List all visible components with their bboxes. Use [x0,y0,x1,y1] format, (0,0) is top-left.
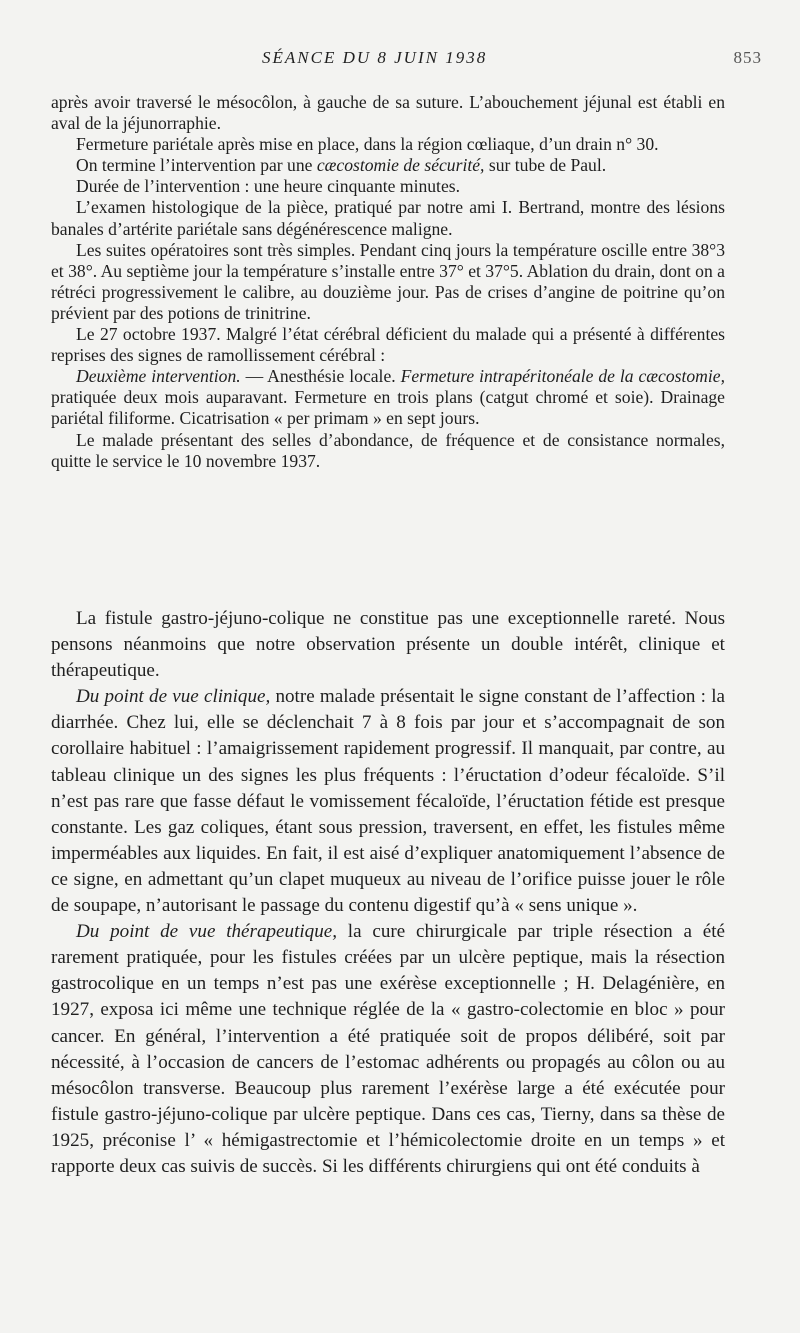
paragraph: Durée de l’intervention : une heure cinquante minutes. [76,176,460,197]
paragraph: L’examen histologique de la pièce, pratiqué par notre ami I. Bertrand, montre des lésions banales d’artérite pariétale sans dégénérescence maligne. [51,197,725,239]
header-title: SÉANCE DU 8 JUIN 1938 [262,48,488,67]
paragraph: La fistule gastro-jéjuno-colique ne constitue pas une exceptionnelle rareté. Nous pensons néanmoins que notre observation présente un double intérêt, clinique et thérapeutique. [51,608,725,682]
paragraph: Le malade présentant des selles d’abondance, de fréquence et de consistance normales, quitte le service le 10 novembre 1937. [51,429,725,471]
paragraph: Les suites opératoires sont très simples. Pendant cinq jours la température oscille entre 38°3 et 38°. Au septième jour la température s’installe entre 37° et 37°5. Ablation du drain, dont on a rétréci progressivement le calibre, au douzième jour. Pas de crises d’angine de poitrine qu’on prévient par des potions de trinitrine. [51,239,725,323]
running-header [0,48,800,72]
paragraph: Du point de vue clinique, notre malade présentait le signe constant de l’affection : la diarrhée. Chez lui, elle se déclenchait 7 à 8 fois par jour et s’accompagnait de son corollaire habituel : l’amaigrissement rapidement progressif. Il manquait, par contre, au tableau clinique un des signes les plus fréquents : l’éructation d’odeur fécaloïde. S’il n’est pas rare que fasse défaut le vomissement fécaloïde, l’éructation fétide est presque constante. Les gaz coliques, étant sous pression, traversent, en effet, les fistules même imperméables aux liquides. En fait, il est aisé d’expliquer anatomiquement l’absence de ce signe, en admettant qu’un clapet muqueux au niveau de l’orifice puisse jouer le rôle de soupape, n’autorisant le passage du contenu digestif qu’à « sens unique ». [51,686,725,917]
paragraph: Fermeture pariétale après mise en place, dans la région cœliaque, d’un drain n° 30. [76,134,659,155]
paragraph: Le 27 octobre 1937. Malgré l’état cérébral déficient du malade qui a présenté à différentes reprises des signes de ramollissement cérébral : [51,324,725,366]
paragraph: après avoir traversé le mésocôlon, à gauche de sa suture. L’abouchement jéjunal est établi en aval de la jéjunorraphie. [51,92,725,134]
paragraph: Deuxième intervention. — Anesthésie locale. Fermeture intrapéritonéale de la cæcostomie, pratiquée deux mois auparavant. Fermeture en trois plans (catgut chromé et soie). Drainage pariétal filiforme. Cicatrisation « per primam » en sept jours. [51,366,725,429]
paragraph: Du point de vue thérapeutique, la cure chirurgicale par triple résection a été rarement pratiquée, pour les fistules créées par un ulcère peptique, mais la résection gastrocolique en un temps n’est pas une exérèse exceptionnelle ; H. Delagénière, en 1927, exposa ici même une technique réglée de la « gastro-colectomie en bloc » pour cancer. En général, l’intervention a été pratiquée soit de propos délibéré, soit par nécessité, à l’occasion de cancers de l’estomac adhérents ou propagés au côlon ou au mésocôlon transverse. Beaucoup plus rarement l’exérèse large a été exécutée pour fistule gastro-jéjuno-colique par ulcère peptique. Dans ces cas, Tierny, dans sa thèse de 1925, préconise l’ « hémigastrectomie et l’hémicolectomie droite en un temps » et rapporte deux cas suivis de succès. Si les différents chirurgiens qui ont été conduits à [51,921,725,1177]
discussion-text [51,606,725,1180]
page-number: 853 [733,48,762,67]
paragraph: On termine l’intervention par une cæcostomie de sécurité, sur tube de Paul. [76,155,607,176]
case-report-text [51,92,725,472]
